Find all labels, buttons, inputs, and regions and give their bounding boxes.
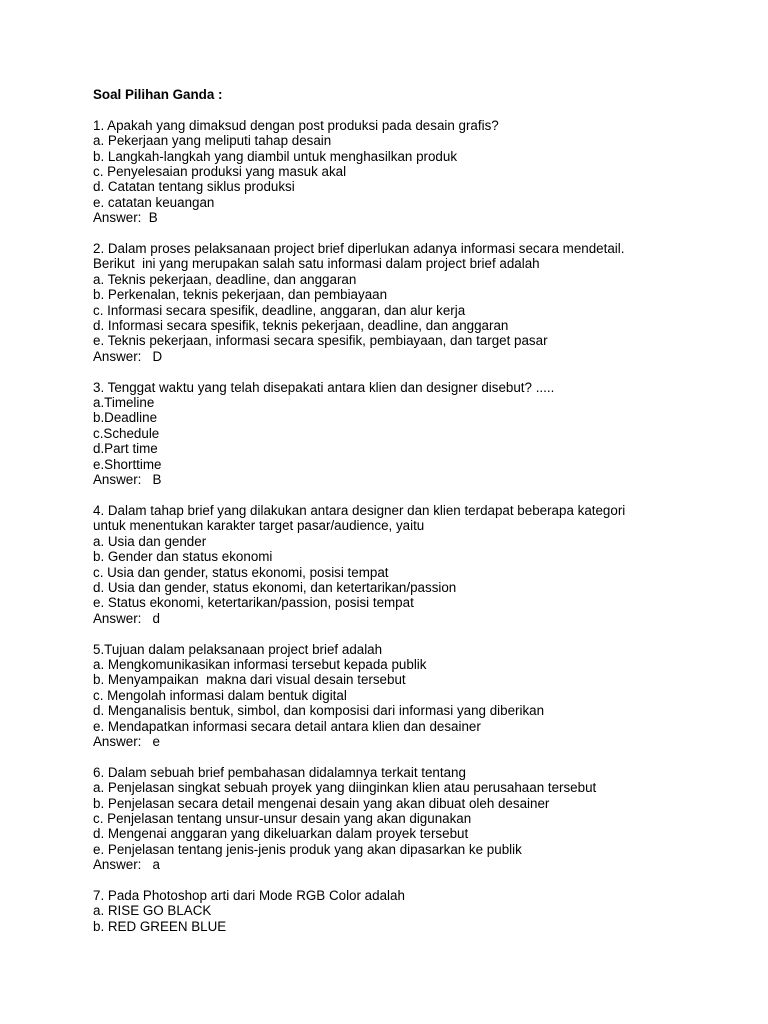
- answer-option: a. Usia dan gender: [93, 533, 207, 549]
- answer-option: d. Catatan tentang siklus produksi: [93, 179, 295, 195]
- answer-option: e. catatan keuangan: [93, 194, 215, 210]
- answer-key: Answer: e: [93, 733, 160, 749]
- answer-option: b. Langkah-langkah yang diambil untuk menghasilkan produk: [93, 148, 458, 164]
- answer-option: c. Penyelesaian produksi yang masuk akal: [93, 164, 347, 180]
- answer-option: e. Mendapatkan informasi secara detail antara klien dan desainer: [93, 718, 481, 734]
- answer-option: c. Mengolah informasi dalam bentuk digital: [93, 687, 347, 703]
- answer-option: c. Penjelasan tentang unsur-unsur desain yang akan digunakan: [93, 811, 472, 826]
- answer-option: a. Teknis pekerjaan, deadline, dan anggaran: [93, 271, 357, 287]
- document-page: [93, 87, 753, 950]
- question-text: 3. Tenggat waktu yang telah disepakati antara klien dan designer disebut? .....: [93, 379, 555, 395]
- question-block: [93, 241, 753, 364]
- answer-option: e. Penjelasan tentang jenis-jenis produk yang akan dipasarkan ke publik: [93, 841, 522, 857]
- question-text: 2. Dalam proses pelaksanaan project brief diperlukan adanya informasi secara mendetail.: [93, 241, 625, 257]
- answer-option: b. Perkenalan, teknis pekerjaan, dan pembiayaan: [93, 287, 388, 303]
- answer-option: a. Mengkomunikasikan informasi tersebut kepada publik: [93, 656, 427, 672]
- answer-option: d. Usia dan gender, status ekonomi, dan ketertarikan/passion: [93, 579, 457, 595]
- answer-key: Answer: a: [93, 857, 160, 873]
- answer-option: b. Gender dan status ekonomi: [93, 549, 273, 565]
- document-title: Soal Pilihan Ganda :: [93, 87, 223, 102]
- answer-option: e. Teknis pekerjaan, informasi secara spesifik, pembiayaan, dan target pasar: [93, 333, 548, 349]
- answer-key: Answer: d: [93, 610, 160, 626]
- answer-option: a. RISE GO BLACK: [93, 903, 212, 919]
- answer-option: e.Shorttime: [93, 456, 162, 472]
- question-block: [93, 765, 753, 873]
- question-text: 1. Apakah yang dimaksud dengan post produksi pada desain grafis?: [93, 117, 499, 133]
- answer-option: d. Mengenai anggaran yang dikeluarkan dalam proyek tersebut: [93, 826, 469, 842]
- answer-option: b. RED GREEN BLUE: [93, 918, 227, 934]
- question-block: [93, 503, 753, 626]
- question-text: 7. Pada Photoshop arti dari Mode RGB Color adalah: [93, 888, 405, 904]
- answer-key: Answer: B: [93, 210, 158, 226]
- answer-option: a.Timeline: [93, 395, 155, 411]
- title-spacer: [93, 102, 753, 117]
- answer-option: c. Usia dan gender, status ekonomi, posisi tempat: [93, 564, 389, 580]
- answer-option: e. Status ekonomi, ketertarikan/passion, posisi tempat: [93, 595, 414, 611]
- answer-option: c. Informasi secara spesifik, deadline, anggaran, dan alur kerja: [93, 302, 466, 318]
- answer-option: d.Part time: [93, 441, 158, 457]
- question-text: untuk menentukan karakter target pasar/audience, yaitu: [93, 518, 425, 534]
- question-text: 6. Dalam sebuah brief pembahasan didalamnya terkait tentang: [93, 764, 466, 780]
- answer-option: b. Penjelasan secara detail mengenai desain yang akan dibuat oleh desainer: [93, 795, 550, 811]
- answer-option: b.Deadline: [93, 410, 158, 426]
- answer-option: b. Menyampaikan makna dari visual desain tersebut: [93, 672, 406, 688]
- answer-option: c.Schedule: [93, 425, 160, 441]
- answer-option: d. Informasi secara spesifik, teknis pekerjaan, deadline, dan anggaran: [93, 318, 509, 334]
- answer-option: a. Pekerjaan yang meliputi tahap desain: [93, 133, 332, 149]
- question-text: 5.Tujuan dalam pelaksanaan project brief adalah: [93, 641, 383, 657]
- question-block: [93, 888, 753, 934]
- answer-option: d. Menganalisis bentuk, simbol, dan komposisi dari informasi yang diberikan: [93, 703, 545, 719]
- question-text: Berikut ini yang merupakan salah satu informasi dalam project brief adalah: [93, 256, 540, 272]
- answer-option: a. Penjelasan singkat sebuah proyek yang diinginkan klien atau perusahaan tersebut: [93, 780, 597, 796]
- question-block: [93, 380, 753, 488]
- answer-key: Answer: B: [93, 472, 162, 488]
- question-list: [93, 118, 753, 934]
- question-block: [93, 118, 753, 226]
- question-text: 4. Dalam tahap brief yang dilakukan antara designer dan klien terdapat beberapa kategori: [93, 502, 626, 518]
- question-block: [93, 642, 753, 750]
- answer-key: Answer: D: [93, 348, 163, 364]
